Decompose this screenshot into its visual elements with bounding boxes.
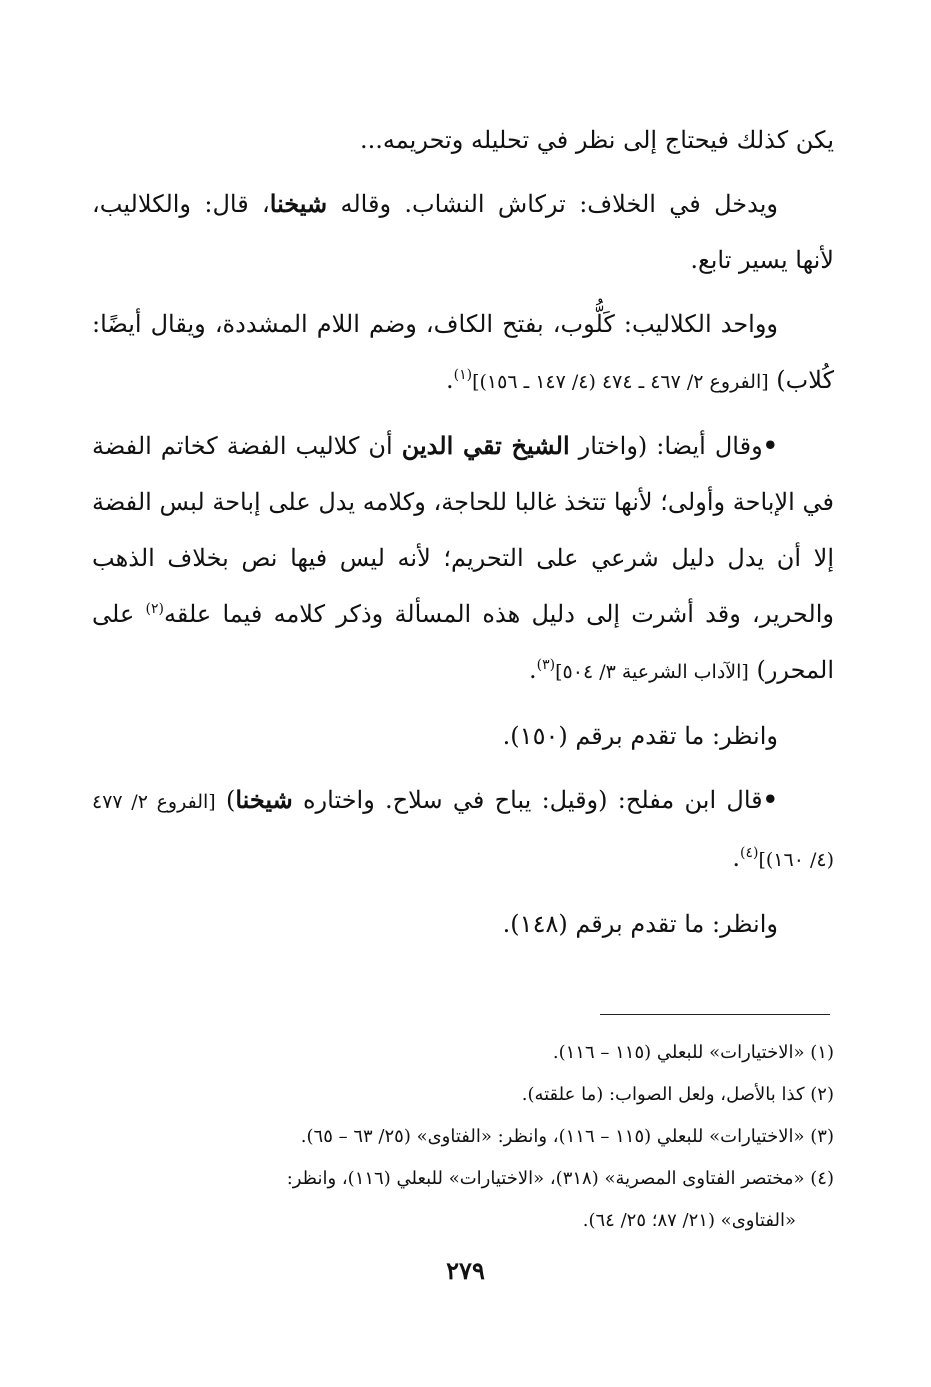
footnote-number: (١)	[810, 1042, 834, 1063]
bold-term: شيخنا	[269, 189, 328, 218]
paragraph-end: .	[732, 844, 740, 872]
page-number: ٢٧٩	[446, 1256, 485, 1285]
footnote-text: كذا بالأصل، ولعل الصواب: (ما علقته).	[521, 1084, 805, 1105]
footnote-text: «الاختيارات» للبعلي (١١٥ – ١١٦)، وانظر: «الفتاوى» (٢٥/ ٦٣ – ٦٥).	[300, 1126, 805, 1147]
footnote-text: «الاختيارات» للبعلي (١١٥ – ١١٦).	[552, 1042, 805, 1063]
paragraph-text: يكن كذلك فيحتاج إلى نظر في تحليله وتحريمه...	[360, 126, 834, 154]
bullet-icon: •	[762, 431, 779, 460]
paragraph-text: وانظر: ما تقدم برقم (١٥٠).	[502, 722, 778, 750]
footnote-text: «الفتاوى» (٢١/ ٨٧؛ ٢٥/ ٦٤).	[582, 1210, 796, 1231]
bold-term: الشيخ تقي الدين	[401, 431, 570, 460]
paragraph-kallub	[92, 296, 834, 410]
paragraph-continuation	[92, 112, 834, 168]
footnote-3	[92, 1116, 834, 1158]
paragraph-text: أن كلاليب الفضة كخاتم الفضة في الإباحة وأولى؛ لأنها تتخذ غالبا للحاجة، وكلامه يدل على إباحة لبس الفضة إلا أن يدل دليل شرعي على التحريم؛ لأنه ليس فيها نص بخلاف الذهب والحرير، وقد أشرت إلى دليل هذه المسألة وذكر كلامه فيما علقه	[92, 432, 834, 628]
source-reference: [الفروع ٢/ ٤٧٧ (٤/ ١٦٠)]	[92, 791, 834, 871]
footnote-number: (٤)	[810, 1168, 834, 1189]
paragraph-text: ويدخل في الخلاف: تركاش النشاب. وقاله	[327, 190, 778, 218]
footnote-text: «مختصر الفتاوى المصرية» (٣١٨)، «الاختيارات» للبعلي (١١٦)، وانظر:	[286, 1168, 805, 1189]
footnote-marker: (١)	[453, 367, 473, 383]
paragraph-text: )	[215, 786, 236, 814]
source-reference: [الفروع ٢/ ٤٦٧ ـ ٤٧٤ (٤/ ١٤٧ ـ ١٥٦)]	[472, 371, 769, 393]
footnote-2	[92, 1074, 834, 1116]
paragraph-see-150	[92, 708, 834, 764]
paragraph-silver-hooks	[92, 418, 834, 700]
paragraph-text: وانظر: ما تقدم برقم (١٤٨).	[502, 910, 778, 938]
paragraph-tarkash	[92, 176, 834, 288]
footnote-marker: (٢)	[145, 601, 164, 617]
paragraph-weapon	[92, 772, 834, 888]
footnote-number: (٣)	[810, 1126, 834, 1147]
paragraph-see-148	[92, 896, 834, 952]
footnote-4-continuation	[92, 1200, 834, 1242]
paragraph-end: .	[445, 366, 454, 394]
bold-term: شيخنا	[235, 785, 293, 814]
source-reference: [الآداب الشرعية ٣/ ٥٠٤]	[555, 661, 749, 683]
paragraph-text: قال ابن مفلح: (وقيل: يباح في سلاح. واختاره	[292, 786, 763, 814]
footnote-divider	[600, 1014, 830, 1015]
bullet-icon: •	[762, 785, 778, 814]
footnote-marker: (٣)	[536, 657, 556, 673]
footnote-4	[92, 1158, 834, 1200]
footnotes	[92, 1032, 834, 1242]
main-text	[92, 112, 834, 960]
footnote-1	[92, 1032, 834, 1074]
paragraph-text: على المحرر)	[92, 600, 834, 684]
paragraph-text: ، قال: والكلاليب، لأنها يسير تابع.	[92, 190, 834, 274]
paragraph-end: .	[529, 656, 537, 684]
footnote-number: (٢)	[810, 1084, 834, 1105]
paragraph-text: وواحد الكلاليب: كَلُّوب، بفتح الكاف، وضم اللام المشددة، ويقال أيضًا: كُلاب)	[92, 310, 834, 394]
paragraph-text: وقال أيضا: (واختار	[569, 432, 763, 460]
footnote-marker: (٤)	[739, 845, 759, 861]
